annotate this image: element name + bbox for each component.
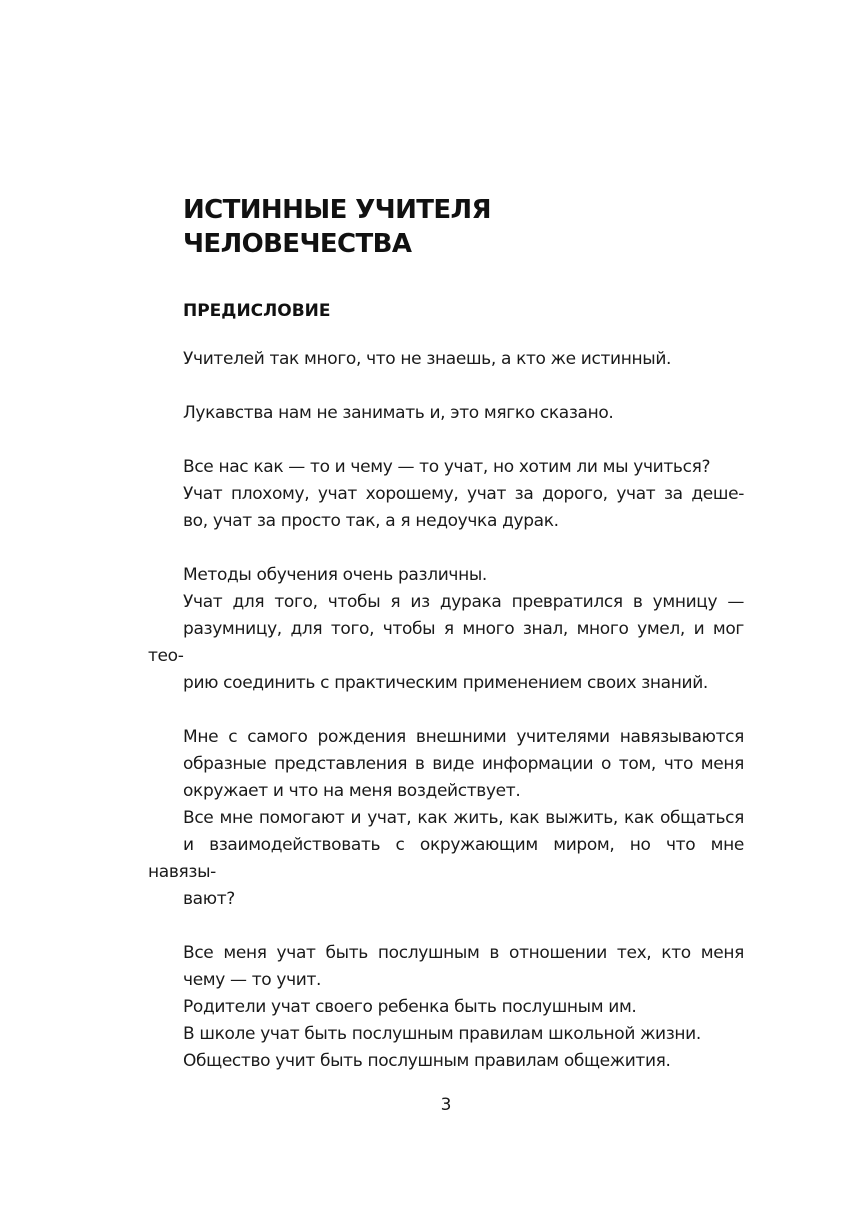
section-heading: ПРЕДИСЛОВИЕ: [183, 301, 331, 321]
paragraph-line: образные представления в виде информации о том, что меня: [183, 754, 744, 774]
paragraph-line: окружает и что на меня воздействует.: [183, 781, 521, 801]
chapter-title-line-2: ЧЕЛОВЕЧЕСТВА: [183, 229, 412, 259]
page-number: 3: [440, 1095, 452, 1115]
paragraph: Лукавства нам не занимать и, это мягко сказано.: [183, 403, 614, 423]
paragraph-line: вают?: [183, 889, 235, 909]
paragraph: Методы обучения очень различны.: [183, 565, 487, 585]
book-page: [148, 0, 744, 1211]
paragraph: [148, 805, 744, 913]
chapter-title: [183, 193, 491, 261]
paragraph: Учителей так много, что не знаешь, а кто же истинный.: [183, 349, 672, 369]
paragraph: [148, 589, 744, 697]
body-text: [148, 346, 744, 1075]
paragraph: В школе учат быть послушным правилам школьной жизни.: [183, 1024, 701, 1044]
chapter-title-line-1: ИСТИННЫЕ УЧИТЕЛЯ: [183, 195, 491, 225]
paragraph-line: Все мне помогают и учат, как жить, как выжить, как общаться: [183, 808, 744, 828]
paragraph: [148, 481, 744, 535]
paragraph-line: Все меня учат быть послушным в отношении тех, кто меня: [183, 943, 744, 963]
paragraph-line: чему — то учит.: [183, 970, 322, 990]
paragraph: [148, 724, 744, 805]
paragraph-line: Учат для того, чтобы я из дурака превратился в умницу —: [183, 592, 744, 612]
paragraph-line: рию соединить с практическим применением своих знаний.: [183, 673, 708, 693]
paragraph-line: во, учат за просто так, а я недоучка дурак.: [183, 511, 559, 531]
paragraph: Общество учит быть послушным правилам общежития.: [183, 1051, 671, 1071]
paragraph-line: и взаимодействовать с окружающим миром, но что мне навязы-: [148, 835, 744, 882]
paragraph-line: разумницу, для того, чтобы я много знал, много умел, и мог тео-: [148, 619, 744, 666]
paragraph: [148, 940, 744, 994]
paragraph: Родители учат своего ребенка быть послушным им.: [183, 997, 637, 1017]
paragraph-line: Учат плохому, учат хорошему, учат за дорого, учат за деше-: [183, 484, 744, 504]
paragraph: Все нас как — то и чему — то учат, но хотим ли мы учиться?: [183, 457, 711, 477]
paragraph-line: Мне с самого рождения внешними учителями навязываются: [183, 727, 744, 747]
